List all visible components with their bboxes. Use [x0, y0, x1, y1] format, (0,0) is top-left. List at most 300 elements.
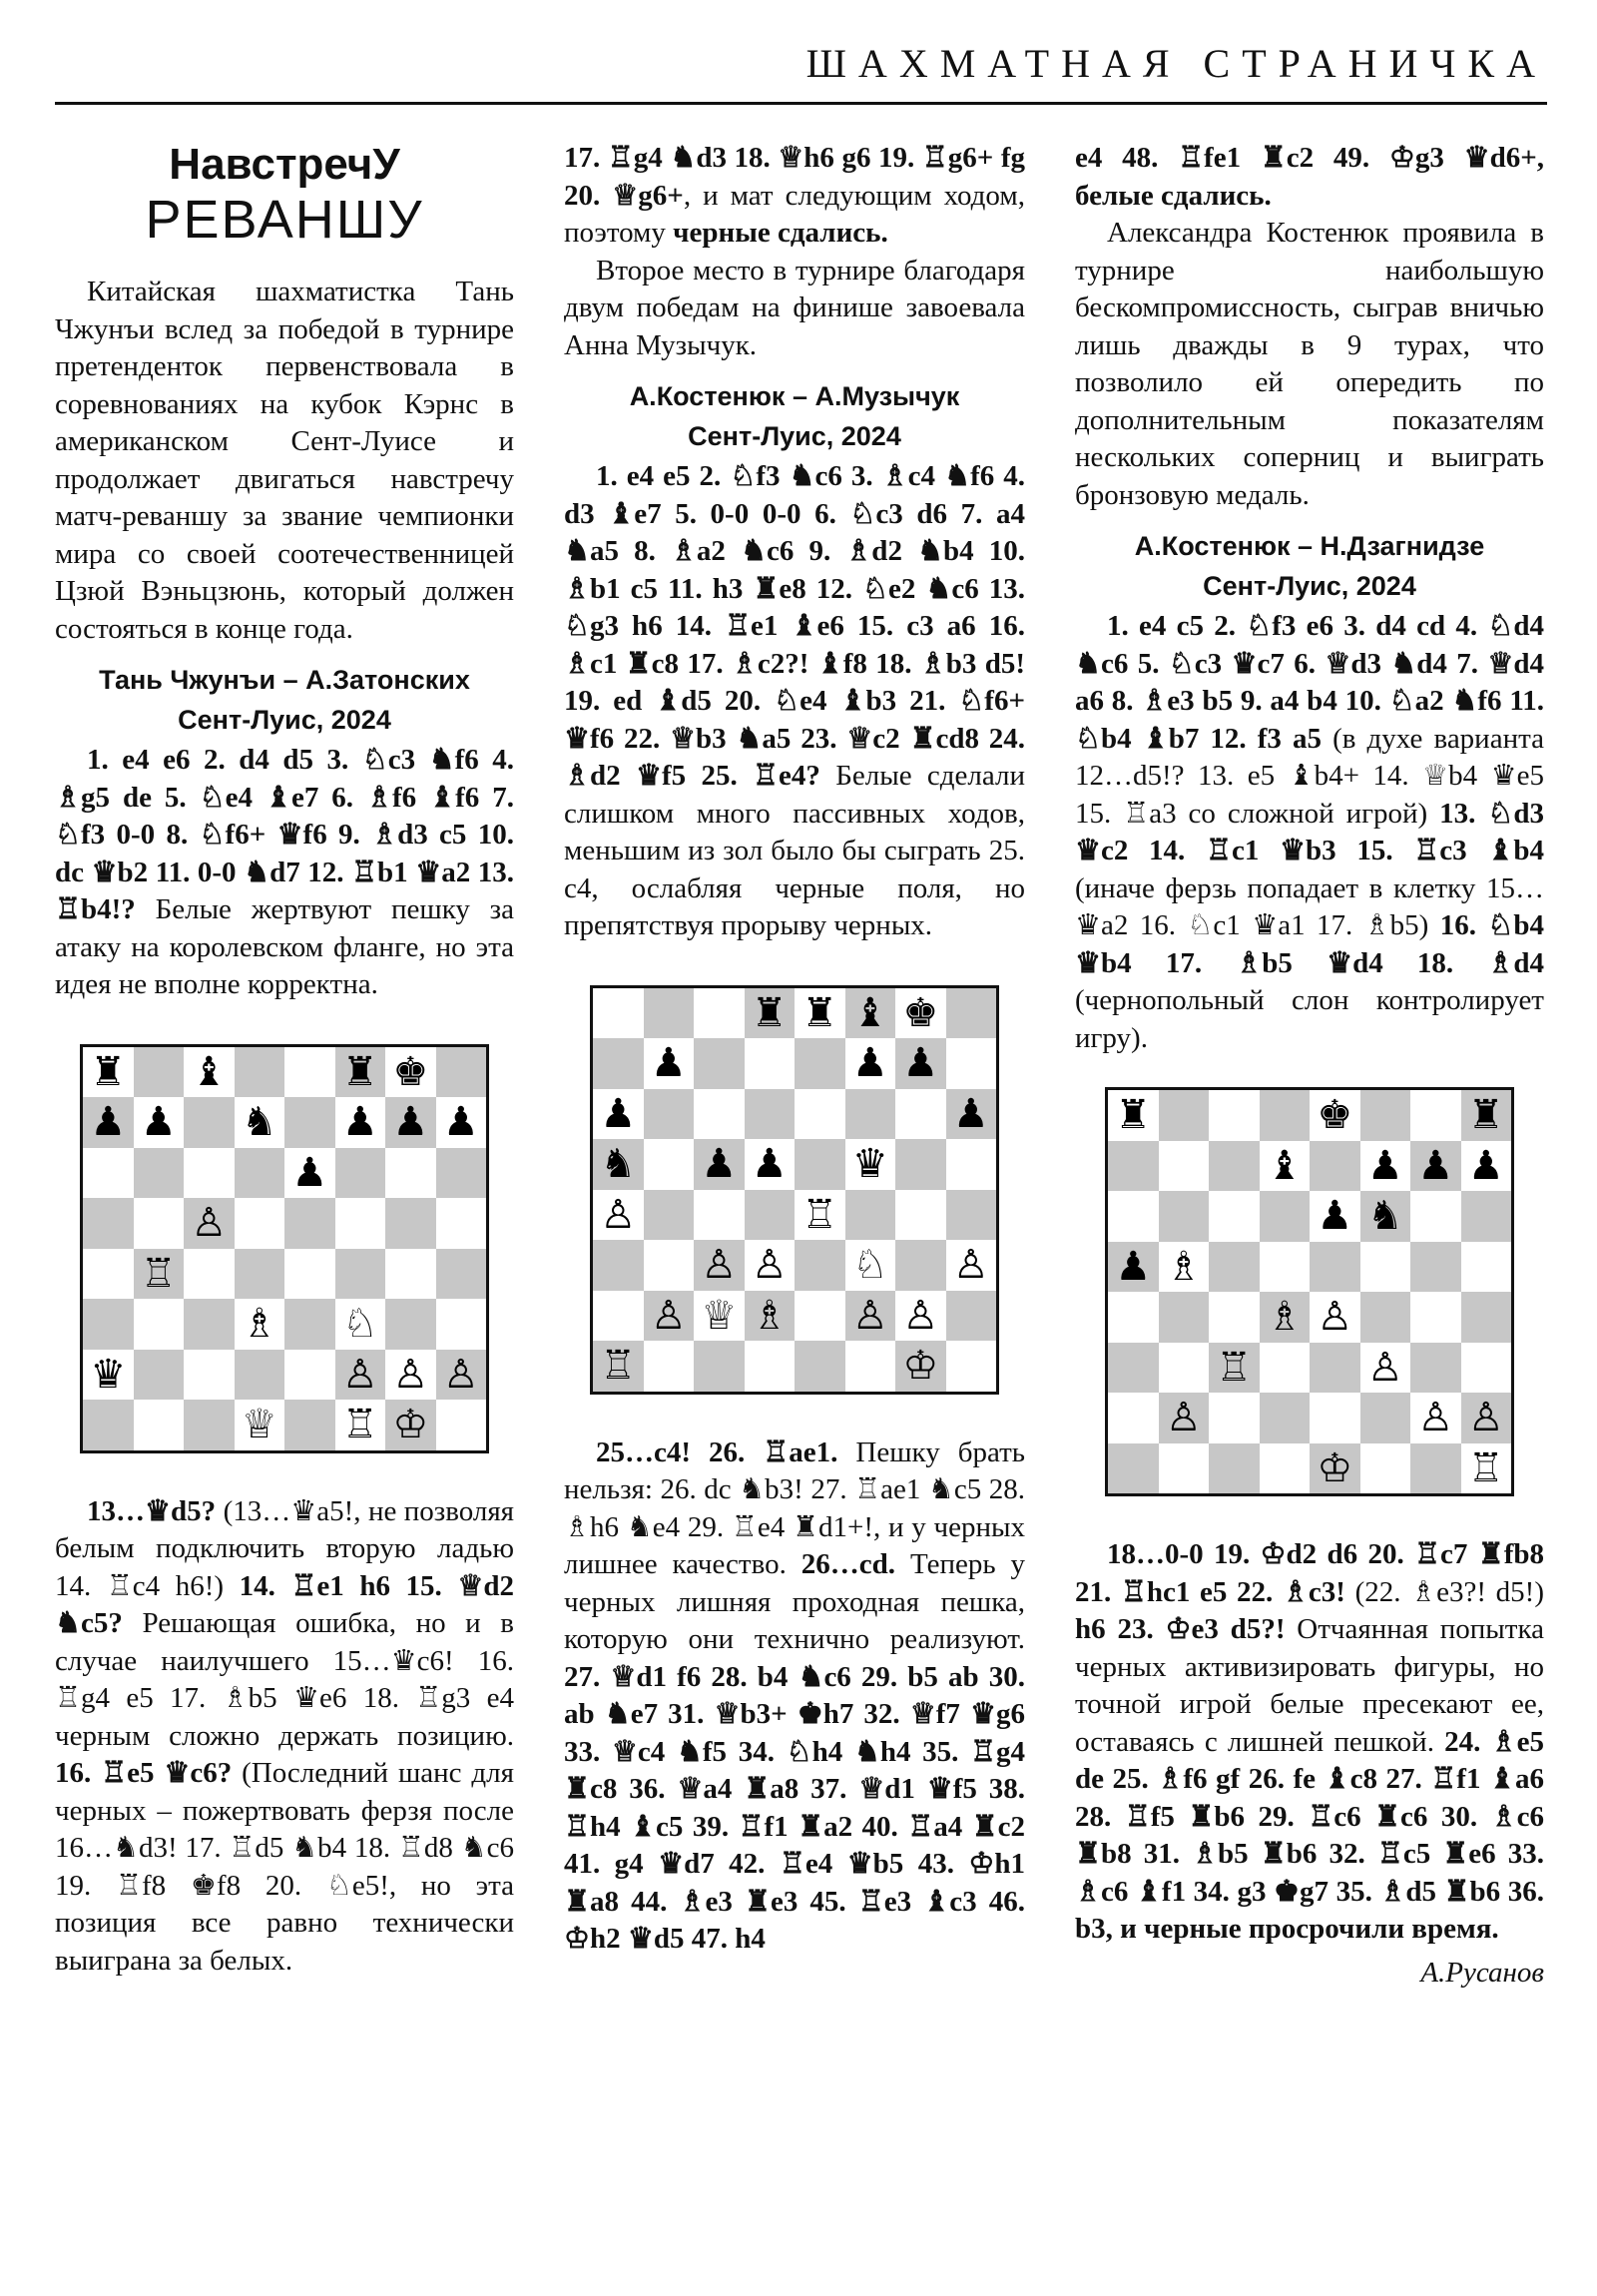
- chess-board-game1: [80, 1044, 489, 1453]
- white-knight-icon: ♘: [851, 1242, 888, 1289]
- square-e2: [284, 1350, 335, 1401]
- square-a7: [593, 1038, 644, 1089]
- square-f7: [845, 1038, 896, 1089]
- game3-b-moves1: 18…0-0 19. ♔d2 d6 20. ♖c7 ♜fb8 21. ♖hc1 e5 22. ♗c3!: [1075, 1538, 1544, 1608]
- square-h6: [436, 1148, 487, 1199]
- game3-moves: 1. e4 c5 2. ♘f3 e6 3. d4 cd 4. ♘d4 ♞c6 5. ♘c3 ♛c7 6. ♕d3 ♞d4 7. ♕d4 a6 8. ♗e3 b5 9. a4 b4 10. ♘a2 ♞f6 11. ♘b4 ♝b7 12. f3 a5: [1075, 610, 1544, 755]
- square-e7: [795, 1038, 845, 1089]
- game2-a-text2: Теперь у черных лишняя проходная пешка, которую они технично реализуют.: [564, 1548, 1025, 1655]
- square-c8: [694, 988, 745, 1039]
- square-d2: [1260, 1393, 1311, 1443]
- square-e3: [1310, 1343, 1360, 1394]
- square-c2: [1209, 1393, 1260, 1443]
- square-f1: [335, 1400, 386, 1450]
- square-f4: [335, 1249, 386, 1300]
- square-f3: [1360, 1343, 1411, 1394]
- square-g3: [1410, 1343, 1461, 1394]
- square-d6: [1260, 1191, 1311, 1242]
- square-a1: [1108, 1443, 1159, 1494]
- black-rook-icon: ♜: [1115, 1092, 1152, 1139]
- black-knight-icon: ♞: [600, 1141, 637, 1188]
- square-e3: [795, 1240, 845, 1291]
- square-c2: [694, 1291, 745, 1342]
- square-a2: [1108, 1393, 1159, 1443]
- game1-a-moves2: 14. ♖e1 h6 15. ♕d2 ♞c5?: [55, 1569, 514, 1639]
- square-b5: [134, 1198, 185, 1249]
- black-rook-icon: ♜: [751, 989, 788, 1036]
- square-e6: [284, 1148, 335, 1199]
- black-pawn-icon: ♟: [600, 1090, 637, 1137]
- square-a2: [83, 1350, 134, 1401]
- square-e1: [284, 1400, 335, 1450]
- square-a4: [593, 1190, 644, 1241]
- square-f4: [845, 1190, 896, 1241]
- square-d3: [1260, 1343, 1311, 1394]
- square-b7: [1159, 1141, 1210, 1192]
- square-f5: [335, 1198, 386, 1249]
- square-g7: [895, 1038, 946, 1089]
- square-f7: [335, 1097, 386, 1148]
- black-king-icon: ♚: [392, 1048, 429, 1095]
- square-c3: [694, 1240, 745, 1291]
- game1-comment: Белые жертвуют пешку за атаку на королевском фланге, но эта идея не вполне корректна.: [55, 893, 514, 1000]
- square-e8: [795, 988, 845, 1039]
- square-c1: [694, 1341, 745, 1392]
- chess-board-game2: [590, 985, 999, 1395]
- white-pawn-icon: ♙: [902, 1292, 939, 1339]
- square-d4: [235, 1249, 285, 1300]
- square-b4: [1159, 1292, 1210, 1343]
- square-h8: [946, 988, 997, 1039]
- game3-a-moves2: 13. ♘d3 ♛c2 14. ♖c1 ♛b3 15. ♖c3 ♝b4: [1075, 797, 1544, 866]
- black-king-icon: ♚: [1317, 1092, 1353, 1139]
- square-h7: [946, 1038, 997, 1089]
- black-knight-icon: ♞: [1366, 1193, 1403, 1240]
- square-g7: [1410, 1141, 1461, 1192]
- square-e5: [1310, 1242, 1360, 1293]
- white-pawn-icon: ♙: [1417, 1395, 1454, 1441]
- white-pawn-icon: ♙: [751, 1242, 788, 1289]
- square-c5: [184, 1198, 235, 1249]
- square-b1: [134, 1400, 185, 1450]
- square-g1: [1410, 1443, 1461, 1494]
- second-place-text: Второе место в турнире благодаря двум победам на финише завоевала Анна Музычук.: [564, 254, 1025, 361]
- square-f8: [845, 988, 896, 1039]
- white-pawn-icon: ♙: [442, 1351, 479, 1398]
- square-g5: [1410, 1242, 1461, 1293]
- square-g1: [895, 1341, 946, 1392]
- black-pawn-icon: ♟: [952, 1090, 989, 1137]
- square-d3: [745, 1240, 796, 1291]
- square-g8: [1410, 1090, 1461, 1141]
- square-c3: [184, 1299, 235, 1350]
- square-d3: [235, 1299, 285, 1350]
- square-g4: [1410, 1292, 1461, 1343]
- game3-b-moves3: 24. ♗e5 de 25. ♗f6 gf 26. fe ♝c8 27. ♖f1 ♝a6 28. ♖f5 ♜b6 29. ♖c6 ♜c6 30. ♗c6 ♜b8 31. ♗b5 ♜b6 32. ♖c5 ♜e6 33. ♗c6 ♝f1 34. g3 ♚g7 35. ♗d5 ♜b6 36. b3, и черные просрочили время.: [1075, 1725, 1545, 1945]
- game1-result: черные сдались.: [673, 217, 888, 249]
- square-h2: [1461, 1393, 1512, 1443]
- square-b2: [1159, 1393, 1210, 1443]
- square-g3: [385, 1299, 436, 1350]
- square-c7: [184, 1097, 235, 1148]
- square-a6: [593, 1089, 644, 1140]
- square-c8: [1209, 1090, 1260, 1141]
- game1-moves: 1. e4 e6 2. d4 d5 3. ♘c3 ♞f6 4. ♗g5 de 5. ♘e4 ♝e7 6. ♗f6 ♝f6 7. ♘f3 0-0 8. ♘f6+ ♛f6 9. ♗d3 c5 10. dc ♛b2 11. 0-0 ♞d7 12. ♖b1 ♛a2 13. ♖b4!?: [55, 744, 514, 925]
- game3-players: А.Костенюк – Н.Дзагнидзе: [1134, 531, 1485, 561]
- square-a3: [593, 1240, 644, 1291]
- square-b6: [644, 1089, 695, 1140]
- square-d8: [1260, 1090, 1311, 1141]
- square-h1: [946, 1341, 997, 1392]
- white-king-icon: ♔: [1317, 1444, 1353, 1491]
- square-f2: [1360, 1393, 1411, 1443]
- square-c1: [184, 1400, 235, 1450]
- square-d1: [235, 1400, 285, 1450]
- black-bishop-icon: ♝: [1266, 1142, 1303, 1189]
- square-b3: [1159, 1343, 1210, 1394]
- square-g6: [385, 1148, 436, 1199]
- square-d5: [1260, 1242, 1311, 1293]
- square-d7: [235, 1097, 285, 1148]
- square-g7: [385, 1097, 436, 1148]
- square-e4: [795, 1190, 845, 1241]
- square-a4: [83, 1249, 134, 1300]
- square-d7: [745, 1038, 796, 1089]
- square-g5: [385, 1198, 436, 1249]
- square-f2: [335, 1350, 386, 1401]
- game3-b-moves2: h6 23. ♔e3 d5?!: [1075, 1613, 1286, 1645]
- square-b3: [134, 1299, 185, 1350]
- square-f4: [1360, 1292, 1411, 1343]
- game3-b-text2: Отчаянная попытка черных активизировать фигуры, но точной игрой белые пресекают ее, оставаясь с лишней пешкой.: [1075, 1613, 1544, 1758]
- square-c2: [184, 1350, 235, 1401]
- square-a6: [1108, 1191, 1159, 1242]
- square-g5: [895, 1139, 946, 1190]
- black-pawn-icon: ♟: [902, 1040, 939, 1087]
- white-pawn-icon: ♙: [851, 1292, 888, 1339]
- square-b2: [134, 1350, 185, 1401]
- kostenyuk-text: Александра Костенюк проявила в турнире наибольшую бескомпромиссность, сыграв вничью лишь дважды в 9 турах, что позволило ей опередить по дополнительным показателям нескольких соперниц и выиграть бронзовую медаль.: [1075, 217, 1544, 511]
- square-e5: [284, 1198, 335, 1249]
- black-pawn-icon: ♟: [140, 1099, 177, 1146]
- game1-a-text3: (Последний шанс для черных – пожертвовать ферзя после 16…♞d3! 17. ♖d5 ♞b4 18. ♖d8 ♞c6 19. ♖f8 ♚f8 20. ♘e5!, но эта позиция все равно технически выиграна за белых.: [55, 1757, 514, 1977]
- game3-b-text1: (22. ♗e3?! d5!): [1344, 1575, 1544, 1608]
- square-f6: [335, 1148, 386, 1199]
- white-king-icon: ♔: [902, 1343, 939, 1390]
- square-g6: [895, 1089, 946, 1140]
- white-rook-icon: ♖: [140, 1250, 177, 1297]
- white-bishop-icon: ♗: [751, 1292, 788, 1339]
- square-a4: [1108, 1292, 1159, 1343]
- square-e2: [795, 1291, 845, 1342]
- square-d6: [745, 1089, 796, 1140]
- square-h1: [436, 1400, 487, 1450]
- square-h4: [436, 1249, 487, 1300]
- square-b1: [644, 1341, 695, 1392]
- chess-board-game3: [1105, 1087, 1514, 1496]
- white-bishop-icon: ♗: [241, 1301, 277, 1348]
- black-pawn-icon: ♟: [341, 1099, 378, 1146]
- square-e4: [284, 1249, 335, 1300]
- game1-end-moves: 17. ♖g4 ♞d3 18. ♕h6 g6 19. ♖g6+ fg 20. ♕g6+: [564, 142, 1025, 212]
- black-pawn-icon: ♟: [701, 1141, 738, 1188]
- square-d1: [1260, 1443, 1311, 1494]
- square-f8: [335, 1047, 386, 1098]
- square-b8: [134, 1047, 185, 1098]
- game1-end-text: , и мат следующим ходом, поэтому: [564, 179, 1025, 249]
- square-c5: [694, 1139, 745, 1190]
- square-g2: [895, 1291, 946, 1342]
- square-a8: [1108, 1090, 1159, 1141]
- square-d8: [745, 988, 796, 1039]
- black-pawn-icon: ♟: [1366, 1142, 1403, 1189]
- square-b5: [1159, 1242, 1210, 1293]
- game2-moves-paragraph: [564, 458, 1025, 945]
- square-d6: [235, 1148, 285, 1199]
- square-h3: [1461, 1343, 1512, 1394]
- game3-a-text2: (иначе ферзь попадает в клетку 15…♛a2 16. ♘c1 ♛a1 17. ♗b5): [1075, 871, 1544, 941]
- white-rook-icon: ♖: [341, 1402, 378, 1448]
- square-c5: [1209, 1242, 1260, 1293]
- white-pawn-icon: ♙: [1317, 1294, 1353, 1341]
- square-h6: [946, 1089, 997, 1140]
- square-d4: [1260, 1292, 1311, 1343]
- game2-a-moves2: 26…cd.: [800, 1548, 896, 1580]
- square-g3: [895, 1240, 946, 1291]
- game1-a-moves3: 16. ♖e5 ♛c6?: [55, 1757, 233, 1789]
- square-d5: [235, 1198, 285, 1249]
- black-pawn-icon: ♟: [751, 1141, 788, 1188]
- article-intro: Китайская шахматистка Тань Чжунъи вслед за победой в турнире претенденток первенствовала в соревнованиях на кубок Кэрнс в американском Сент-Луисе и продолжает двигаться навстречу матч-реваншу за звание чемпионки мира со своей соотечественницей Цзюй Вэньцзюнь, который должен состояться в конце года.: [55, 276, 514, 645]
- game2-a-moves1: 25…c4! 26. ♖ae1.: [596, 1435, 838, 1468]
- white-pawn-icon: ♙: [600, 1191, 637, 1238]
- square-b8: [1159, 1090, 1210, 1141]
- square-b6: [1159, 1191, 1210, 1242]
- square-a3: [1108, 1343, 1159, 1394]
- black-pawn-icon: ♟: [442, 1099, 479, 1146]
- square-b4: [644, 1190, 695, 1241]
- white-pawn-icon: ♙: [191, 1200, 228, 1247]
- square-b3: [644, 1240, 695, 1291]
- white-rook-icon: ♖: [1216, 1344, 1253, 1391]
- square-c6: [184, 1148, 235, 1199]
- white-rook-icon: ♖: [600, 1343, 637, 1390]
- white-pawn-icon: ♙: [392, 1351, 429, 1398]
- square-h5: [436, 1198, 487, 1249]
- square-b2: [644, 1291, 695, 1342]
- square-a7: [1108, 1141, 1159, 1192]
- game1-annotation: [55, 1493, 514, 1981]
- square-a2: [593, 1291, 644, 1342]
- square-d2: [745, 1291, 796, 1342]
- article-title-line1: НавстречУ: [169, 140, 400, 189]
- game3-annotation: [1075, 1536, 1544, 1949]
- black-pawn-icon: ♟: [650, 1040, 687, 1087]
- column-1: [55, 140, 514, 1980]
- black-queen-icon: ♛: [90, 1351, 127, 1398]
- game2-annotation: [564, 1435, 1025, 1959]
- square-f5: [1360, 1242, 1411, 1293]
- square-a5: [593, 1139, 644, 1190]
- game1-place: Сент-Луис, 2024: [178, 705, 391, 735]
- white-queen-icon: ♕: [701, 1292, 738, 1339]
- game2-comment: Белые сделали слишком много пассивных ходов, меньшим из зол было бы сыграть 25. с4, ослабляя черные поля, но препятствуя прорыву черных.: [564, 760, 1025, 941]
- black-king-icon: ♚: [902, 989, 939, 1036]
- game3-a-moves3: 16. ♘b4 ♛b4 17. ♗b5 ♛d4 18. ♗d4: [1075, 909, 1544, 979]
- square-g8: [895, 988, 946, 1039]
- square-a8: [593, 988, 644, 1039]
- square-h3: [946, 1240, 997, 1291]
- square-e1: [795, 1341, 845, 1392]
- square-e1: [1310, 1443, 1360, 1494]
- square-c4: [184, 1249, 235, 1300]
- square-h5: [946, 1139, 997, 1190]
- square-a6: [83, 1148, 134, 1199]
- black-rook-icon: ♜: [90, 1048, 127, 1095]
- square-g4: [895, 1190, 946, 1241]
- square-c4: [694, 1190, 745, 1241]
- square-f6: [1360, 1191, 1411, 1242]
- white-pawn-icon: ♙: [1467, 1395, 1504, 1441]
- square-e4: [1310, 1292, 1360, 1343]
- square-f2: [845, 1291, 896, 1342]
- black-pawn-icon: ♟: [392, 1099, 429, 1146]
- white-pawn-icon: ♙: [1366, 1344, 1403, 1391]
- square-f1: [845, 1341, 896, 1392]
- game2-players: А.Костенюк – А.Музычук: [629, 381, 960, 411]
- black-pawn-icon: ♟: [1115, 1243, 1152, 1290]
- white-pawn-icon: ♙: [701, 1242, 738, 1289]
- square-g8: [385, 1047, 436, 1098]
- black-rook-icon: ♜: [341, 1048, 378, 1095]
- square-c7: [694, 1038, 745, 1089]
- square-a8: [83, 1047, 134, 1098]
- square-h4: [946, 1190, 997, 1241]
- square-h4: [1461, 1292, 1512, 1343]
- square-f3: [845, 1240, 896, 1291]
- black-rook-icon: ♜: [1467, 1092, 1504, 1139]
- square-h2: [436, 1350, 487, 1401]
- column-3: [1075, 140, 1544, 1992]
- black-bishop-icon: ♝: [191, 1048, 228, 1095]
- square-a1: [83, 1400, 134, 1450]
- square-h8: [436, 1047, 487, 1098]
- square-e8: [1310, 1090, 1360, 1141]
- square-h5: [1461, 1242, 1512, 1293]
- game2-ending: e4 48. ♖fe1 ♜c2 49. ♔g3 ♛d6+, белые сдались.: [1075, 142, 1544, 212]
- square-h2: [946, 1291, 997, 1342]
- square-c7: [1209, 1141, 1260, 1192]
- square-e6: [795, 1089, 845, 1140]
- square-d7: [1260, 1141, 1311, 1192]
- square-a1: [593, 1341, 644, 1392]
- square-a3: [83, 1299, 134, 1350]
- game1-a-moves1: 13…♛d5?: [87, 1494, 217, 1527]
- square-d1: [745, 1341, 796, 1392]
- square-h8: [1461, 1090, 1512, 1141]
- square-f6: [845, 1089, 896, 1140]
- square-f8: [1360, 1090, 1411, 1141]
- white-bishop-icon: ♗: [1165, 1243, 1202, 1290]
- square-h7: [436, 1097, 487, 1148]
- game1-a-text1: (13…♛a5!, не позволяя белым подключить вторую ладью 14. ♖c4 h6!): [55, 1494, 514, 1602]
- game2-a-moves3: 27. ♕d1 f6 28. b4 ♞c6 29. b5 ab 30. ab ♞e7 31. ♕b3+ ♚h7 32. ♕f7 ♛g6 33. ♕c4 ♞f5 34. ♘h4 ♞h4 35. ♖g4 ♜c8 36. ♕a4 ♜a8 37. ♕d1 ♛f5 38. ♖h4 ♝c5 39. ♖f1 ♜a2 40. ♖a4 ♜c2 41. g4 ♛d7 42. ♖e4 ♛b5 43. ♔h1 ♜a8 44. ♗e3 ♜e3 45. ♖e3 ♝c3 46. ♔h2 ♛d5 47. h4: [564, 1660, 1025, 1955]
- author-signature: А.Русанов: [1420, 1956, 1544, 1989]
- white-pawn-icon: ♙: [952, 1242, 989, 1289]
- square-d8: [235, 1047, 285, 1098]
- square-a7: [83, 1097, 134, 1148]
- square-c3: [1209, 1343, 1260, 1394]
- white-pawn-icon: ♙: [1165, 1395, 1202, 1441]
- square-c4: [1209, 1292, 1260, 1343]
- black-bishop-icon: ♝: [851, 989, 888, 1036]
- game3-moves-paragraph: [1075, 608, 1544, 1057]
- article-title-line2: РЕВАНШУ: [145, 190, 424, 250]
- square-g4: [385, 1249, 436, 1300]
- white-rook-icon: ♖: [1467, 1444, 1504, 1491]
- black-pawn-icon: ♟: [1467, 1142, 1504, 1189]
- square-b4: [134, 1249, 185, 1300]
- square-c6: [1209, 1191, 1260, 1242]
- page-header: ШАХМАТНАЯ СТРАНИЧКА: [805, 41, 1547, 86]
- white-pawn-icon: ♙: [650, 1292, 687, 1339]
- black-rook-icon: ♜: [801, 989, 838, 1036]
- square-g2: [1410, 1393, 1461, 1443]
- game1-ending: [564, 140, 1025, 253]
- white-pawn-icon: ♙: [341, 1351, 378, 1398]
- square-c6: [694, 1089, 745, 1140]
- white-king-icon: ♔: [392, 1402, 429, 1448]
- game3-a-text3: (чернопольный слон контролирует игру).: [1075, 984, 1544, 1054]
- game3-place: Сент-Луис, 2024: [1203, 571, 1416, 601]
- square-h7: [1461, 1141, 1512, 1192]
- game3-a-text1: (в духе варианта 12…d5!? 13. e5 ♝b4+ 14. ♕b4 ♛e5 15. ♖a3 со сложной игрой): [1075, 722, 1544, 830]
- square-d2: [235, 1350, 285, 1401]
- square-e6: [1310, 1191, 1360, 1242]
- square-g2: [385, 1350, 436, 1401]
- white-bishop-icon: ♗: [1266, 1294, 1303, 1341]
- square-c1: [1209, 1443, 1260, 1494]
- black-pawn-icon: ♟: [1417, 1142, 1454, 1189]
- square-b5: [644, 1139, 695, 1190]
- square-b7: [644, 1038, 695, 1089]
- game2-moves: 1. e4 e5 2. ♘f3 ♞c6 3. ♗c4 ♞f6 4. d3 ♝e7 5. 0-0 0-0 6. ♘c3 d6 7. a4 ♞a5 8. ♗a2 ♞c6 9. ♗d2 ♞b4 10. ♗b1 c5 11. h3 ♜e8 12. ♘e2 ♞c6 13. ♘g3 h6 14. ♖e1 ♝e6 15. c3 a6 16. ♗c1 ♜c8 17. ♗c2?! ♝f8 18. ♗b3 d5! 19. ed ♝d5 20. ♘e4 ♝b3 21. ♘f6+ ♛f6 22. ♕b3 ♞a5 23. ♕c2 ♜cd8 24. ♗d2 ♛f5 25. ♖e4?: [564, 460, 1025, 792]
- square-h3: [436, 1299, 487, 1350]
- square-f3: [335, 1299, 386, 1350]
- square-e7: [1310, 1141, 1360, 1192]
- game2-place: Сент-Луис, 2024: [688, 421, 901, 451]
- square-d4: [745, 1190, 796, 1241]
- white-queen-icon: ♕: [241, 1402, 277, 1448]
- header-rule: [55, 102, 1547, 105]
- black-pawn-icon: ♟: [90, 1099, 127, 1146]
- game1-players: Тань Чжунъи – А.Затонских: [99, 665, 470, 695]
- square-e3: [284, 1299, 335, 1350]
- square-h1: [1461, 1443, 1512, 1494]
- square-f7: [1360, 1141, 1411, 1192]
- square-a5: [83, 1198, 134, 1249]
- white-knight-icon: ♘: [341, 1301, 378, 1348]
- game1-moves-paragraph: [55, 742, 514, 1004]
- square-b1: [1159, 1443, 1210, 1494]
- game2-a-text1: Пешку брать нельзя: 26. dc ♞b3! 27. ♖ae1 ♞c5 28. ♗h6 ♞e4 29. ♖e4 ♜d1+!, и у черных лишнее качество.: [564, 1435, 1025, 1580]
- square-e7: [284, 1097, 335, 1148]
- square-c8: [184, 1047, 235, 1098]
- square-f5: [845, 1139, 896, 1190]
- black-queen-icon: ♛: [851, 1141, 888, 1188]
- black-pawn-icon: ♟: [291, 1149, 328, 1196]
- square-e5: [795, 1139, 845, 1190]
